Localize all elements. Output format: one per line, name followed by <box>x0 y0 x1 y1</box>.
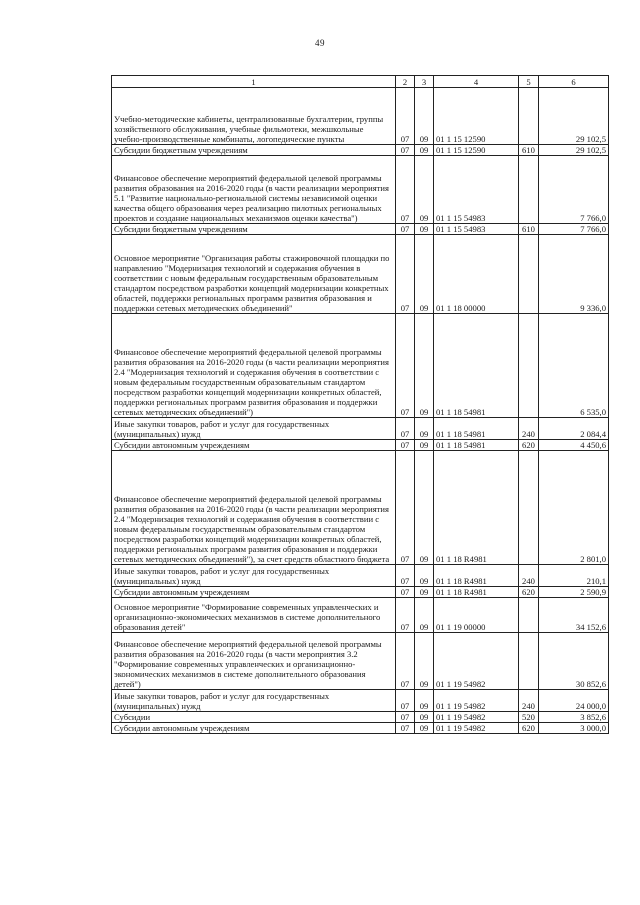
table-row <box>112 418 609 440</box>
subsection-code: 09 <box>415 723 434 734</box>
subsection-code: 09 <box>415 587 434 598</box>
target-article-code: 01 1 15 12590 <box>434 88 519 145</box>
target-article-code: 01 1 18 R4981 <box>434 565 519 587</box>
expense-type-code: 620 <box>519 440 539 451</box>
section-code: 07 <box>396 314 415 418</box>
subsection-code: 09 <box>415 690 434 712</box>
table-row <box>112 145 609 156</box>
target-article-code: 01 1 19 54982 <box>434 723 519 734</box>
amount: 29 102,5 <box>539 88 609 145</box>
section-code: 07 <box>396 224 415 235</box>
subsection-code: 09 <box>415 418 434 440</box>
subsection-code: 09 <box>415 712 434 723</box>
table-row <box>112 88 609 145</box>
amount: 7 766,0 <box>539 156 609 224</box>
row-description: Финансовое обеспечение мероприятий федеральной целевой программы развития образования на 2016-2020 годы (в части реализации мероприятия 2.4 "Модернизация технологий и содержания обучения в соответствии с новым федеральным государственным образовательным стандартом посредством разработки концепций модернизации конкретных областей, поддержки региональных программ развития образования и поддержки сетевых методических объединений") <box>112 314 396 418</box>
column-header: 6 <box>539 76 609 88</box>
column-header: 4 <box>434 76 519 88</box>
amount: 210,1 <box>539 565 609 587</box>
table-row <box>112 235 609 314</box>
row-description: Иные закупки товаров, работ и услуг для государственных (муниципальных) нужд <box>112 565 396 587</box>
column-header: 3 <box>415 76 434 88</box>
section-code: 07 <box>396 235 415 314</box>
amount: 2 084,4 <box>539 418 609 440</box>
target-article-code: 01 1 19 54982 <box>434 712 519 723</box>
subsection-code: 09 <box>415 451 434 565</box>
row-description: Иные закупки товаров, работ и услуг для государственных (муниципальных) нужд <box>112 418 396 440</box>
section-code: 07 <box>396 440 415 451</box>
subsection-code: 09 <box>415 633 434 690</box>
row-description: Учебно-методические кабинеты, централизованные бухгалтерии, группы хозяйственного обслуживания, учебные фильмотеки, межшкольные учебно-производственные комбинаты, логопедические пункты <box>112 88 396 145</box>
target-article-code: 01 1 18 54981 <box>434 314 519 418</box>
row-description: Финансовое обеспечение мероприятий федеральной целевой программы развития образования на 2016-2020 годы (в части реализации мероприятия 5.1 "Развитие национально-региональной системы независимой оценки качества общего образования через реализацию пилотных региональных проектов и создание национальных механизмов оценки качества") <box>112 156 396 224</box>
section-code: 07 <box>396 565 415 587</box>
expense-type-code: 620 <box>519 587 539 598</box>
table-row <box>112 451 609 565</box>
table-row <box>112 633 609 690</box>
page-number: 49 <box>315 38 325 48</box>
section-code: 07 <box>396 418 415 440</box>
row-description: Субсидии бюджетным учреждениям <box>112 224 396 235</box>
amount: 24 000,0 <box>539 690 609 712</box>
expense-type-code: 240 <box>519 690 539 712</box>
section-code: 07 <box>396 587 415 598</box>
target-article-code: 01 1 18 54981 <box>434 440 519 451</box>
table-row <box>112 598 609 633</box>
amount: 6 535,0 <box>539 314 609 418</box>
section-code: 07 <box>396 598 415 633</box>
amount: 30 852,6 <box>539 633 609 690</box>
target-article-code: 01 1 15 54983 <box>434 156 519 224</box>
section-code: 07 <box>396 712 415 723</box>
table-row <box>112 224 609 235</box>
table-row <box>112 723 609 734</box>
amount: 2 590,9 <box>539 587 609 598</box>
subsection-code: 09 <box>415 156 434 224</box>
table-row <box>112 712 609 723</box>
expense-type-code: 610 <box>519 224 539 235</box>
amount: 4 450,6 <box>539 440 609 451</box>
table-row <box>112 587 609 598</box>
expense-type-code: 610 <box>519 145 539 156</box>
table-row <box>112 690 609 712</box>
expense-type-code <box>519 314 539 418</box>
expense-type-code <box>519 633 539 690</box>
target-article-code: 01 1 18 R4981 <box>434 451 519 565</box>
subsection-code: 09 <box>415 440 434 451</box>
target-article-code: 01 1 19 00000 <box>434 598 519 633</box>
section-code: 07 <box>396 145 415 156</box>
row-description: Субсидии автономным учреждениям <box>112 723 396 734</box>
amount: 9 336,0 <box>539 235 609 314</box>
row-description: Субсидии <box>112 712 396 723</box>
subsection-code: 09 <box>415 88 434 145</box>
amount: 2 801,0 <box>539 451 609 565</box>
expense-type-code: 240 <box>519 565 539 587</box>
budget-table <box>111 75 609 734</box>
table-row <box>112 440 609 451</box>
subsection-code: 09 <box>415 224 434 235</box>
target-article-code: 01 1 15 54983 <box>434 224 519 235</box>
subsection-code: 09 <box>415 235 434 314</box>
column-header: 5 <box>519 76 539 88</box>
table-row <box>112 156 609 224</box>
target-article-code: 01 1 18 54981 <box>434 418 519 440</box>
target-article-code: 01 1 19 54982 <box>434 690 519 712</box>
subsection-code: 09 <box>415 565 434 587</box>
row-description: Финансовое обеспечение мероприятий федеральной целевой программы развития образования на 2016-2020 годы (в части реализации мероприятия 2.4 "Модернизация технологий и содержания обучения в соответствии с новым федеральным государственным образовательным стандартом посредством разработки концепций модернизации конкретных областей, поддержки региональных программ развития образования и поддержки сетевых методических объединений"), за счет средств областного бюджета <box>112 451 396 565</box>
amount: 7 766,0 <box>539 224 609 235</box>
amount: 34 152,6 <box>539 598 609 633</box>
target-article-code: 01 1 19 54982 <box>434 633 519 690</box>
expense-type-code <box>519 235 539 314</box>
section-code: 07 <box>396 690 415 712</box>
table-header-row <box>112 76 609 88</box>
column-header: 1 <box>112 76 396 88</box>
row-description: Субсидии бюджетным учреждениям <box>112 145 396 156</box>
target-article-code: 01 1 18 00000 <box>434 235 519 314</box>
section-code: 07 <box>396 633 415 690</box>
amount: 3 000,0 <box>539 723 609 734</box>
subsection-code: 09 <box>415 314 434 418</box>
subsection-code: 09 <box>415 598 434 633</box>
section-code: 07 <box>396 156 415 224</box>
table-row <box>112 565 609 587</box>
target-article-code: 01 1 18 R4981 <box>434 587 519 598</box>
expense-type-code: 520 <box>519 712 539 723</box>
subsection-code: 09 <box>415 145 434 156</box>
row-description: Основное мероприятие "Организация работы стажировочной площадки по направлению "Модернизация технологий и содержания обучения в соответствии с новым федеральным государственным образовательным стандартом посредством разработки концепций модернизации конкретных областей, поддержки региональных программ развития образования и поддержки сетевых методических объединений" <box>112 235 396 314</box>
section-code: 07 <box>396 88 415 145</box>
expense-type-code <box>519 451 539 565</box>
expense-type-code <box>519 88 539 145</box>
row-description: Иные закупки товаров, работ и услуг для государственных (муниципальных) нужд <box>112 690 396 712</box>
section-code: 07 <box>396 723 415 734</box>
row-description: Финансовое обеспечение мероприятий федеральной целевой программы развития образования на 2016-2020 годы (в части мероприятия 3.2 "Формирование современных управленческих и организационно-экономических механизмов в системе дополнительного образования детей") <box>112 633 396 690</box>
expense-type-code: 240 <box>519 418 539 440</box>
target-article-code: 01 1 15 12590 <box>434 145 519 156</box>
expense-type-code: 620 <box>519 723 539 734</box>
expense-type-code <box>519 156 539 224</box>
section-code: 07 <box>396 451 415 565</box>
amount: 29 102,5 <box>539 145 609 156</box>
row-description: Субсидии автономным учреждениям <box>112 440 396 451</box>
row-description: Основное мероприятие "Формирование современных управленческих и организационно-экономических механизмов в системе дополнительного образования детей" <box>112 598 396 633</box>
row-description: Субсидии автономным учреждениям <box>112 587 396 598</box>
amount: 3 852,6 <box>539 712 609 723</box>
column-header: 2 <box>396 76 415 88</box>
expense-type-code <box>519 598 539 633</box>
table-row <box>112 314 609 418</box>
